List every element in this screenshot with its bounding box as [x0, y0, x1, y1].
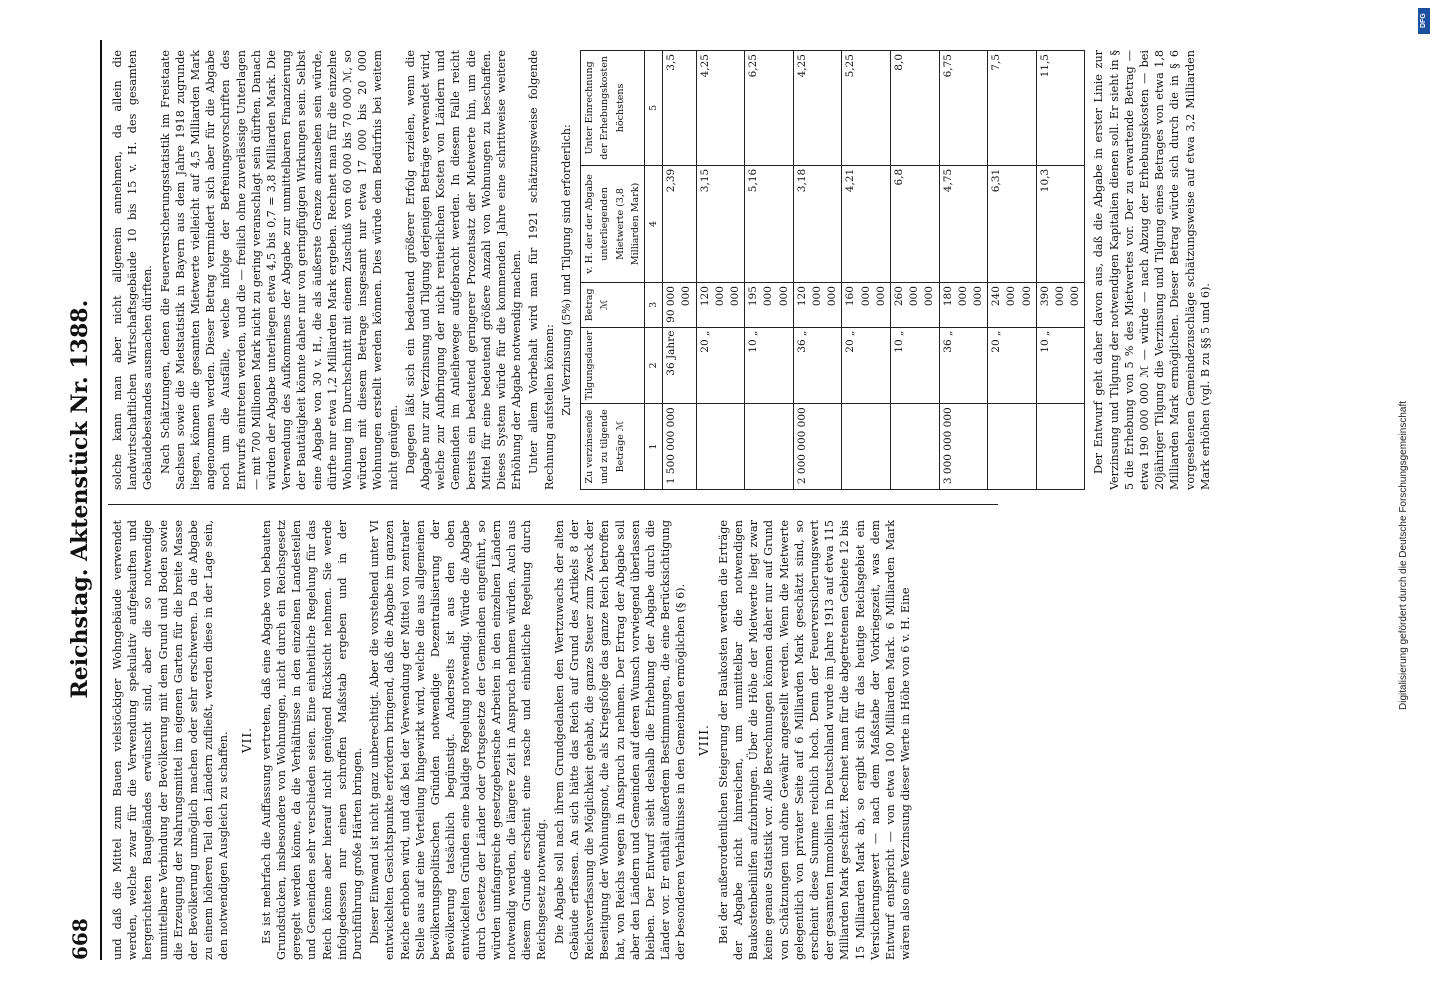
paragraph: Die Abgabe soll nach ihrem Grundgedanken den Wertzuwachs der alten Gebäude erfassen. An sich hätte das Reich auf Grund des Artikels 8 der Reichsverfassung die Möglichkeit gehabt, die ganze Steuer zum Zweck der Beseitigung der Wohnungsnot, die als Kriegsfolge das ganze Reich betroffen hat, von Reichs wegen in Anspruch zu nehmen. Der Ertrag der Abgabe soll aber den Ländern und Gemeinden auf deren Wunsch vorwiegend überlassen bleiben. Der Entwurf sieht deshalb die Erhebung der Abgabe durch die Länder vor. Er enthält außerdem Bestimmungen, die eine Berücksichtigung der besonderen Verhältnisse in den Gemeinden ermöglichen (§ 6). — [552, 520, 688, 960]
table-cell: 20 „ — [988, 327, 1037, 404]
table-cell: 36 „ — [793, 327, 842, 404]
column-number: 3 — [644, 283, 662, 327]
right-column — [110, 50, 1215, 490]
table-cell: 36 „ — [939, 327, 988, 404]
table-cell: 10 „ — [1036, 327, 1085, 404]
table-header-cell: Unter Einrechnung der Erhebungskosten höchstens — [581, 51, 645, 166]
column-number: 5 — [644, 51, 662, 166]
table-cell: 4,21 — [842, 165, 891, 282]
table-cell: 180 000 000 — [939, 283, 988, 327]
table-cell: 3 000 000 000 — [939, 404, 988, 490]
section-heading: VIII. — [696, 724, 711, 756]
table-cell: 90 000 000 — [663, 283, 696, 327]
table-cell: 195 000 000 — [745, 283, 794, 327]
table-cell: 160 000 000 — [842, 283, 891, 327]
table-body — [663, 51, 1085, 490]
table-cell: 4,25 — [793, 51, 842, 166]
table-cell: 10,3 — [1036, 165, 1085, 282]
table-header-cell: Tilgungsdauer — [581, 327, 645, 404]
table-header-cell: v. H. der der Abgabe unterliegenden Mietwerte (3,8 Milliarden Mark) — [581, 165, 645, 282]
column-number: 2 — [644, 327, 662, 404]
paragraph: Zur Verzinsung (5%) und Tilgung sind erforderlich: — [559, 124, 573, 416]
table-cell: 20 „ — [696, 327, 745, 404]
table-row — [939, 51, 988, 490]
table-cell: 5,25 — [842, 51, 891, 166]
paragraph: Bei der außerordentlichen Steigerung der Baukosten werden die Erträge der Abgabe nicht hinreichen, um unmittelbar die notwendigen Baukostenbeihilfen aufzubringen. Über die Höhe der Mietwerte liegt zwar keine genaue Statistik vor. Alle Berechnungen können daher nur auf Grund von Schätzungen und ohne Gewähr angestellt werden. Wenn die Mietwerte gelegentlich von privater Seite auf 6 Milliarden Mark geschätzt sind, so erscheint diese Summe reichlich hoch. Denn der Feuerversicherungswert der gesamten Immobilien in Deutschland wurde im Jahre 1913 auf etwa 115 Milliarden Mark geschätzt. Rechnet man für die abgetretenen Gebiete 12 bis 15 Milliarden Mark ab, so ergibt sich für das heutige Reichsgebiet ein Versicherungswert — nach dem Maßstabe der Vorkriegszeit, was dem Entwurf entspricht — von etwa 100 Milliarden Mark. 6 Milliarden Mark wären also eine Verzinsung dieser Werte in Höhe von 6 v. H. Eine — [716, 520, 913, 960]
paragraph: Nach Schätzungen, denen die Feuerversicherungsstatistik im Freistaate Sachsen sowie die Mietstatistik in Bayern aus dem Jahre 1918 zugrunde liegen, können die gesamten Mietwerte vielleicht auf 4,5 Milliarden Mark angenommen werden. Dieser Betrag vermindert sich aber für die Abgabe noch um die Ausfälle, welche infolge der Befreiungsvorschriften des Entwurfs eintreten werden, und die — freilich ohne zuverlässige Unterlagen — mit 700 Millionen Mark nicht zu gering veranschlagt sein dürften. Danach würden der Abgabe unterliegen etwa 4,5 bis 0,7 = 3,8 Milliarden Mark. Die Verwendung des Aufkommens der Abgabe zur unmittelbaren Finanzierung der Bautätigkeit könnte daher nur von geringfügigen Wirkungen sein. Selbst eine Abgabe von 30 v. H., die als äußerste Grenze anzusehen sein würde, dürfte nur etwa 1,2 Milliarden Mark ergeben. Rechnet man für die einzelne Wohnung im Durchschnitt mit einem Zuschuß von 60 000 bis 70 000 ℳ, so würden mit diesem Betrage insgesamt nur etwa 17 000 bis 20 000 Wohnungen erstellt werden können. Dies würde dem Bedürfnis bei weitem nicht genügen. — [158, 50, 400, 490]
table-header-cell: Zu verzinsende und zu tilgende Beträge ℳ — [581, 404, 645, 490]
table-header-cell: Betrag ℳ — [581, 283, 645, 327]
paragraph: und daß die Mittel zum Bauen vielstöckiger Wohngebäude verwendet werden, welche zwar für die Verwendung spekulativ aufgekauften und hergerichteten Baugeländes erwünscht sind, aber die so notwendige unmittelbare Verbindung der Bevölkerung mit dem Grund und Boden sowie die Erzeugung der Nahrungsmittel im eigenen Garten für die breite Masse der Bevölkerung unmöglich machen oder sehr erschweren. Da die Abgabe zu einem höheren Teil den Ländern zufließt, werden diese in der Lage sein, den notwendigen Ausgleich zu schaffen. — [111, 520, 231, 960]
paragraph: Es ist mehrfach die Auffassung vertreten, daß eine Abgabe von bebauten Grundstücken, insbesondere von Wohnungen, nicht durch ein Reichsgesetz geregelt werden könne, da die Verhältnisse in den einzelnen Landesteilen und Gemeinden sehr verschieden seien. Eine einheitliche Regelung für das Reich könne aber hierauf nicht genügend Rücksicht nehmen. Sie werde infolgedessen nur einen schroffen Maßstab ergeben und in der Durchführung große Härten bringen. — [259, 520, 365, 960]
paragraph: Dagegen läßt sich ein bedeutend größerer Erfolg erzielen, wenn die Abgabe nur zur Verzinsung und Tilgung derjenigen Beträge verwendet wird, welche zur Aufbringung der nicht rentierlichen Kosten von Ländern und Gemeinden im Anleihewege aufgebracht werden. In diesem Falle reicht bereits ein bedeutend geringerer Prozentsatz der Mietwerte hin, um die Mittel für eine bedeutend größere Anzahl von Wohnungen zu beschaffen. Dieses System würde für die kommenden Jahre eine schrittweise weitere Erhöhung der Abgabe notwendig machen. — [403, 50, 524, 490]
table-row — [745, 51, 794, 490]
column-divider — [108, 504, 998, 505]
table-row — [988, 51, 1037, 490]
table-header-row — [581, 51, 645, 490]
table-colnum-row — [644, 51, 662, 490]
table-cell: 36 Jahre — [663, 327, 696, 404]
section-heading: VII. — [239, 727, 254, 753]
table-row — [663, 51, 696, 490]
paragraph: solche kann man aber nicht allgemein annehmen, da allein die landwirtschaftlichen Wirtschaftsgebäude 10 bis 15 v. H. des gesamten Gebäudebestandes ausmachen dürften. — [111, 50, 155, 490]
table-cell — [988, 404, 1037, 490]
table-cell — [890, 404, 939, 490]
paragraph: Der Entwurf geht daher davon aus, daß die Abgabe in erster Linie zur Verzinsung und Tilgung der notwendigen Kapitalien dienen soll. Er sieht in § 5 die Erhebung von 5 % des Mietwertes vor. Der zu erwartende Betrag — etwa 190 000 000 ℳ — würde — nach Abzug der Erhebungskosten — bei 20jähriger Tilgung die Verzinsung und Tilgung eines Betrages von etwa 1,8 Milliarden Mark ermöglichen. Dieser Betrag würde sich durch die in § 6 vorgesehenen Gemeindezuschläge schätzungsweise auf etwa 3,2 Milliarden Mark erhöhen (vgl. B zu §§ 5 und 6). — [1092, 50, 1212, 490]
table-cell: 6,25 — [745, 51, 794, 166]
table-cell: 11,5 — [1036, 51, 1085, 166]
table-cell: 8,0 — [890, 51, 939, 166]
table-cell: 6,75 — [939, 51, 988, 166]
table-cell: 240 000 000 — [988, 283, 1037, 327]
table-row — [793, 51, 842, 490]
table-cell: 120 000 000 — [696, 283, 745, 327]
table-row — [1036, 51, 1085, 490]
page-header — [60, 40, 102, 960]
dfg-logo: DFG — [1418, 8, 1430, 34]
table-cell: 10 „ — [890, 327, 939, 404]
table-cell: 260 000 000 — [890, 283, 939, 327]
table-row — [696, 51, 745, 490]
column-number: 1 — [644, 404, 662, 490]
paragraph: Dieser Einwand ist nicht ganz unberechtigt. Aber die vorstehend unter VI entwickelten Gesichtspunkte erfordern bringend, daß die Abgabe im ganzen Reiche erhoben wird, und daß bei der Verwendung der Mittel von zentraler Stelle aus auf eine Verteilung hingewirkt wird, welche die aus allgemeinen bevölkerungspolitischen Gründen notwendige Dezentralisierung der Bevölkerung tatsächlich begünstigt. Anderseits ist aus den oben entwickelten Gründen eine baldige Regelung notwendig. Würde die Abgabe durch Gesetze der Länder oder Ortsgesetze der Gemeinden eingeführt, so würden umfangreiche gesetzgeberische Arbeiten in den einzelnen Ländern notwendig werden, die längere Zeit in Anspruch nehmen würden. Auch aus diesem Grunde erscheint eine rasche und einheitliche Regelung durch Reichsgesetz notwendig. — [368, 520, 549, 960]
table-cell: 4,25 — [696, 51, 745, 166]
table-cell: 390 000 000 — [1036, 283, 1085, 327]
table-cell: 3,18 — [793, 165, 842, 282]
table-cell — [696, 404, 745, 490]
table-cell: 2,39 — [663, 165, 696, 282]
interest-table — [580, 50, 1085, 490]
column-number: 4 — [644, 165, 662, 282]
table-cell: 120 000 000 — [793, 283, 842, 327]
page-title: Reichstag. Aktenstück Nr. 1388. — [67, 299, 93, 699]
table-cell: 6,8 — [890, 165, 939, 282]
table-cell — [842, 404, 891, 490]
table-cell: 6,31 — [988, 165, 1037, 282]
table-cell: 20 „ — [842, 327, 891, 404]
table-cell: 7,5 — [988, 51, 1037, 166]
page-number: 668 — [68, 918, 92, 960]
table-cell: 3,15 — [696, 165, 745, 282]
table-cell — [745, 404, 794, 490]
table-cell: 4,75 — [939, 165, 988, 282]
table-cell: 2 000 000 000 — [793, 404, 842, 490]
table-cell — [1036, 404, 1085, 490]
left-column — [110, 520, 915, 960]
table-cell: 10 „ — [745, 327, 794, 404]
rotated-page — [60, 40, 1410, 960]
digitization-credit: Digitalisierung gefördert durch die Deutsche Forschungsgemeinschaft — [1398, 400, 1409, 710]
table-row — [842, 51, 891, 490]
table-cell: 1 500 000 000 — [663, 404, 696, 490]
table-row — [890, 51, 939, 490]
document-page — [60, 40, 1410, 960]
table-cell: 5,16 — [745, 165, 794, 282]
table-cell: 3,5 — [663, 51, 696, 166]
paragraph: Unter allem Vorbehalt wird man für 1921 schätzungsweise folgende Rechnung aufstellen können: — [527, 50, 556, 490]
